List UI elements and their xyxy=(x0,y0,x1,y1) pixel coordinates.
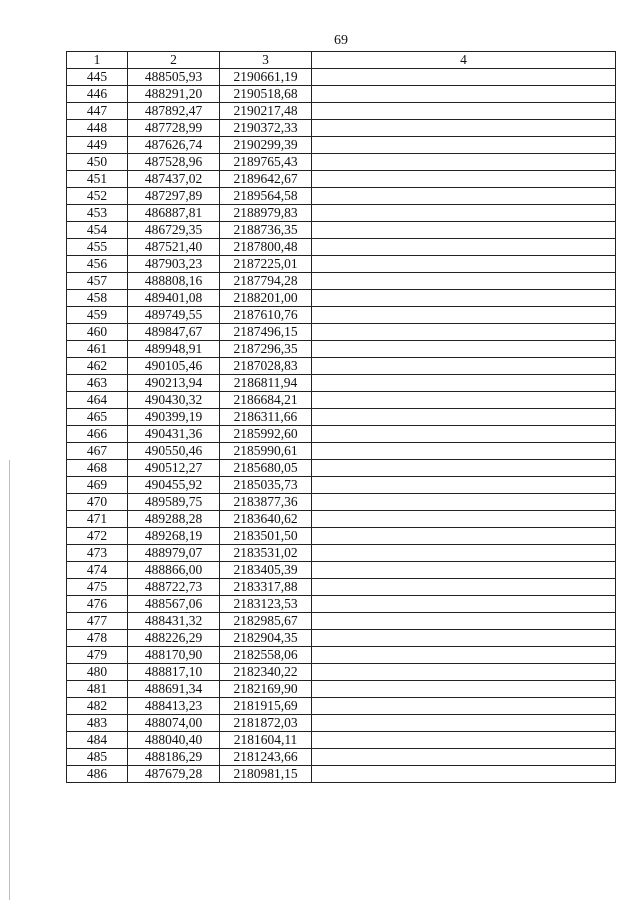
column-header-1: 1 xyxy=(67,52,128,69)
x-coordinate-cell: 487521,40 xyxy=(128,239,220,256)
point-number-cell: 462 xyxy=(67,358,128,375)
y-coordinate-cell: 2183501,50 xyxy=(220,528,312,545)
point-number-cell: 453 xyxy=(67,205,128,222)
point-number-cell: 472 xyxy=(67,528,128,545)
table-row xyxy=(67,137,616,154)
table-row xyxy=(67,426,616,443)
y-coordinate-cell: 2187225,01 xyxy=(220,256,312,273)
y-coordinate-cell: 2189642,67 xyxy=(220,171,312,188)
x-coordinate-cell: 488817,10 xyxy=(128,664,220,681)
x-coordinate-cell: 489268,19 xyxy=(128,528,220,545)
point-number-cell: 463 xyxy=(67,375,128,392)
y-coordinate-cell: 2182340,22 xyxy=(220,664,312,681)
table-row xyxy=(67,290,616,307)
y-coordinate-cell: 2183317,88 xyxy=(220,579,312,596)
table-row xyxy=(67,681,616,698)
note-cell xyxy=(312,664,616,681)
table-row xyxy=(67,528,616,545)
point-number-cell: 471 xyxy=(67,511,128,528)
x-coordinate-cell: 488431,32 xyxy=(128,613,220,630)
table-row xyxy=(67,732,616,749)
note-cell xyxy=(312,188,616,205)
page-number: 69 xyxy=(334,33,348,48)
note-cell xyxy=(312,443,616,460)
table-row xyxy=(67,86,616,103)
table-row xyxy=(67,154,616,171)
x-coordinate-cell: 490399,19 xyxy=(128,409,220,426)
table-row xyxy=(67,664,616,681)
x-coordinate-cell: 488505,93 xyxy=(128,69,220,86)
note-cell xyxy=(312,222,616,239)
note-cell xyxy=(312,256,616,273)
coordinates-table xyxy=(66,51,616,783)
table-row xyxy=(67,222,616,239)
x-coordinate-cell: 487679,28 xyxy=(128,766,220,783)
x-coordinate-cell: 489401,08 xyxy=(128,290,220,307)
x-coordinate-cell: 490431,36 xyxy=(128,426,220,443)
point-number-cell: 474 xyxy=(67,562,128,579)
x-coordinate-cell: 487903,23 xyxy=(128,256,220,273)
y-coordinate-cell: 2181243,66 xyxy=(220,749,312,766)
point-number-cell: 469 xyxy=(67,477,128,494)
y-coordinate-cell: 2186684,21 xyxy=(220,392,312,409)
y-coordinate-cell: 2190372,33 xyxy=(220,120,312,137)
column-header-4: 4 xyxy=(312,52,616,69)
table-row xyxy=(67,273,616,290)
note-cell xyxy=(312,596,616,613)
table-row xyxy=(67,171,616,188)
x-coordinate-cell: 490105,46 xyxy=(128,358,220,375)
note-cell xyxy=(312,86,616,103)
y-coordinate-cell: 2187794,28 xyxy=(220,273,312,290)
y-coordinate-cell: 2190217,48 xyxy=(220,103,312,120)
note-cell xyxy=(312,715,616,732)
note-cell xyxy=(312,766,616,783)
table-row xyxy=(67,69,616,86)
point-number-cell: 473 xyxy=(67,545,128,562)
y-coordinate-cell: 2183405,39 xyxy=(220,562,312,579)
table-row xyxy=(67,324,616,341)
table-row xyxy=(67,120,616,137)
point-number-cell: 466 xyxy=(67,426,128,443)
note-cell xyxy=(312,613,616,630)
x-coordinate-cell: 488979,07 xyxy=(128,545,220,562)
table-row xyxy=(67,596,616,613)
y-coordinate-cell: 2185035,73 xyxy=(220,477,312,494)
point-number-cell: 468 xyxy=(67,460,128,477)
note-cell xyxy=(312,630,616,647)
y-coordinate-cell: 2185992,60 xyxy=(220,426,312,443)
x-coordinate-cell: 489948,91 xyxy=(128,341,220,358)
x-coordinate-cell: 487437,02 xyxy=(128,171,220,188)
x-coordinate-cell: 489749,55 xyxy=(128,307,220,324)
point-number-cell: 459 xyxy=(67,307,128,324)
note-cell xyxy=(312,307,616,324)
point-number-cell: 481 xyxy=(67,681,128,698)
table-row xyxy=(67,460,616,477)
note-cell xyxy=(312,409,616,426)
note-cell xyxy=(312,69,616,86)
y-coordinate-cell: 2189765,43 xyxy=(220,154,312,171)
table-row xyxy=(67,579,616,596)
y-coordinate-cell: 2183640,62 xyxy=(220,511,312,528)
x-coordinate-cell: 488722,73 xyxy=(128,579,220,596)
point-number-cell: 470 xyxy=(67,494,128,511)
point-number-cell: 483 xyxy=(67,715,128,732)
x-coordinate-cell: 488074,00 xyxy=(128,715,220,732)
x-coordinate-cell: 486887,81 xyxy=(128,205,220,222)
x-coordinate-cell: 487892,47 xyxy=(128,103,220,120)
table-row xyxy=(67,443,616,460)
note-cell xyxy=(312,137,616,154)
x-coordinate-cell: 488226,29 xyxy=(128,630,220,647)
table-row xyxy=(67,341,616,358)
note-cell xyxy=(312,579,616,596)
y-coordinate-cell: 2187800,48 xyxy=(220,239,312,256)
y-coordinate-cell: 2182904,35 xyxy=(220,630,312,647)
note-cell xyxy=(312,154,616,171)
table-row xyxy=(67,749,616,766)
table-row xyxy=(67,562,616,579)
table-row xyxy=(67,256,616,273)
table-row xyxy=(67,511,616,528)
point-number-cell: 464 xyxy=(67,392,128,409)
y-coordinate-cell: 2187610,76 xyxy=(220,307,312,324)
y-coordinate-cell: 2188979,83 xyxy=(220,205,312,222)
point-number-cell: 447 xyxy=(67,103,128,120)
table-row xyxy=(67,205,616,222)
y-coordinate-cell: 2186311,66 xyxy=(220,409,312,426)
point-number-cell: 467 xyxy=(67,443,128,460)
point-number-cell: 475 xyxy=(67,579,128,596)
note-cell xyxy=(312,171,616,188)
table-body xyxy=(67,69,616,783)
y-coordinate-cell: 2190518,68 xyxy=(220,86,312,103)
point-number-cell: 476 xyxy=(67,596,128,613)
note-cell xyxy=(312,341,616,358)
point-number-cell: 448 xyxy=(67,120,128,137)
note-cell xyxy=(312,392,616,409)
table-row xyxy=(67,239,616,256)
point-number-cell: 465 xyxy=(67,409,128,426)
y-coordinate-cell: 2187496,15 xyxy=(220,324,312,341)
y-coordinate-cell: 2181872,03 xyxy=(220,715,312,732)
y-coordinate-cell: 2190299,39 xyxy=(220,137,312,154)
y-coordinate-cell: 2187296,35 xyxy=(220,341,312,358)
point-number-cell: 445 xyxy=(67,69,128,86)
table-row xyxy=(67,715,616,732)
x-coordinate-cell: 490213,94 xyxy=(128,375,220,392)
point-number-cell: 458 xyxy=(67,290,128,307)
note-cell xyxy=(312,205,616,222)
column-header-3: 3 xyxy=(220,52,312,69)
y-coordinate-cell: 2190661,19 xyxy=(220,69,312,86)
table-row xyxy=(67,477,616,494)
x-coordinate-cell: 488413,23 xyxy=(128,698,220,715)
note-cell xyxy=(312,562,616,579)
point-number-cell: 485 xyxy=(67,749,128,766)
note-cell xyxy=(312,358,616,375)
note-cell xyxy=(312,273,616,290)
note-cell xyxy=(312,239,616,256)
note-cell xyxy=(312,545,616,562)
point-number-cell: 455 xyxy=(67,239,128,256)
y-coordinate-cell: 2182985,67 xyxy=(220,613,312,630)
table-row xyxy=(67,375,616,392)
y-coordinate-cell: 2183531,02 xyxy=(220,545,312,562)
point-number-cell: 457 xyxy=(67,273,128,290)
x-coordinate-cell: 490550,46 xyxy=(128,443,220,460)
x-coordinate-cell: 490512,27 xyxy=(128,460,220,477)
point-number-cell: 478 xyxy=(67,630,128,647)
y-coordinate-cell: 2185990,61 xyxy=(220,443,312,460)
y-coordinate-cell: 2181915,69 xyxy=(220,698,312,715)
note-cell xyxy=(312,290,616,307)
point-number-cell: 454 xyxy=(67,222,128,239)
point-number-cell: 461 xyxy=(67,341,128,358)
table-row xyxy=(67,494,616,511)
y-coordinate-cell: 2182558,06 xyxy=(220,647,312,664)
table-row xyxy=(67,307,616,324)
point-number-cell: 452 xyxy=(67,188,128,205)
x-coordinate-cell: 489847,67 xyxy=(128,324,220,341)
table-row xyxy=(67,647,616,664)
point-number-cell: 446 xyxy=(67,86,128,103)
note-cell xyxy=(312,732,616,749)
point-number-cell: 480 xyxy=(67,664,128,681)
note-cell xyxy=(312,647,616,664)
x-coordinate-cell: 488040,40 xyxy=(128,732,220,749)
table-row xyxy=(67,358,616,375)
scan-edge-line xyxy=(9,460,10,900)
table-row xyxy=(67,698,616,715)
note-cell xyxy=(312,460,616,477)
column-header-2: 2 xyxy=(128,52,220,69)
y-coordinate-cell: 2185680,05 xyxy=(220,460,312,477)
y-coordinate-cell: 2189564,58 xyxy=(220,188,312,205)
table-header-row xyxy=(67,52,616,69)
table-row xyxy=(67,392,616,409)
note-cell xyxy=(312,528,616,545)
y-coordinate-cell: 2183877,36 xyxy=(220,494,312,511)
point-number-cell: 449 xyxy=(67,137,128,154)
note-cell xyxy=(312,324,616,341)
table-row xyxy=(67,409,616,426)
y-coordinate-cell: 2183123,53 xyxy=(220,596,312,613)
point-number-cell: 450 xyxy=(67,154,128,171)
y-coordinate-cell: 2180981,15 xyxy=(220,766,312,783)
x-coordinate-cell: 490430,32 xyxy=(128,392,220,409)
y-coordinate-cell: 2187028,83 xyxy=(220,358,312,375)
note-cell xyxy=(312,375,616,392)
x-coordinate-cell: 488291,20 xyxy=(128,86,220,103)
point-number-cell: 484 xyxy=(67,732,128,749)
x-coordinate-cell: 489288,28 xyxy=(128,511,220,528)
x-coordinate-cell: 488170,90 xyxy=(128,647,220,664)
table-row xyxy=(67,188,616,205)
y-coordinate-cell: 2188201,00 xyxy=(220,290,312,307)
note-cell xyxy=(312,120,616,137)
point-number-cell: 486 xyxy=(67,766,128,783)
x-coordinate-cell: 488691,34 xyxy=(128,681,220,698)
point-number-cell: 477 xyxy=(67,613,128,630)
table-row xyxy=(67,545,616,562)
x-coordinate-cell: 488567,06 xyxy=(128,596,220,613)
table-row xyxy=(67,630,616,647)
x-coordinate-cell: 488186,29 xyxy=(128,749,220,766)
x-coordinate-cell: 487728,99 xyxy=(128,120,220,137)
point-number-cell: 482 xyxy=(67,698,128,715)
note-cell xyxy=(312,477,616,494)
x-coordinate-cell: 487528,96 xyxy=(128,154,220,171)
x-coordinate-cell: 487297,89 xyxy=(128,188,220,205)
note-cell xyxy=(312,511,616,528)
x-coordinate-cell: 488808,16 xyxy=(128,273,220,290)
note-cell xyxy=(312,494,616,511)
x-coordinate-cell: 486729,35 xyxy=(128,222,220,239)
table-row xyxy=(67,766,616,783)
table-row xyxy=(67,613,616,630)
point-number-cell: 451 xyxy=(67,171,128,188)
y-coordinate-cell: 2186811,94 xyxy=(220,375,312,392)
note-cell xyxy=(312,681,616,698)
table-row xyxy=(67,103,616,120)
note-cell xyxy=(312,103,616,120)
note-cell xyxy=(312,426,616,443)
y-coordinate-cell: 2188736,35 xyxy=(220,222,312,239)
x-coordinate-cell: 487626,74 xyxy=(128,137,220,154)
point-number-cell: 460 xyxy=(67,324,128,341)
point-number-cell: 479 xyxy=(67,647,128,664)
y-coordinate-cell: 2182169,90 xyxy=(220,681,312,698)
x-coordinate-cell: 488866,00 xyxy=(128,562,220,579)
x-coordinate-cell: 490455,92 xyxy=(128,477,220,494)
point-number-cell: 456 xyxy=(67,256,128,273)
note-cell xyxy=(312,749,616,766)
note-cell xyxy=(312,698,616,715)
y-coordinate-cell: 2181604,11 xyxy=(220,732,312,749)
x-coordinate-cell: 489589,75 xyxy=(128,494,220,511)
